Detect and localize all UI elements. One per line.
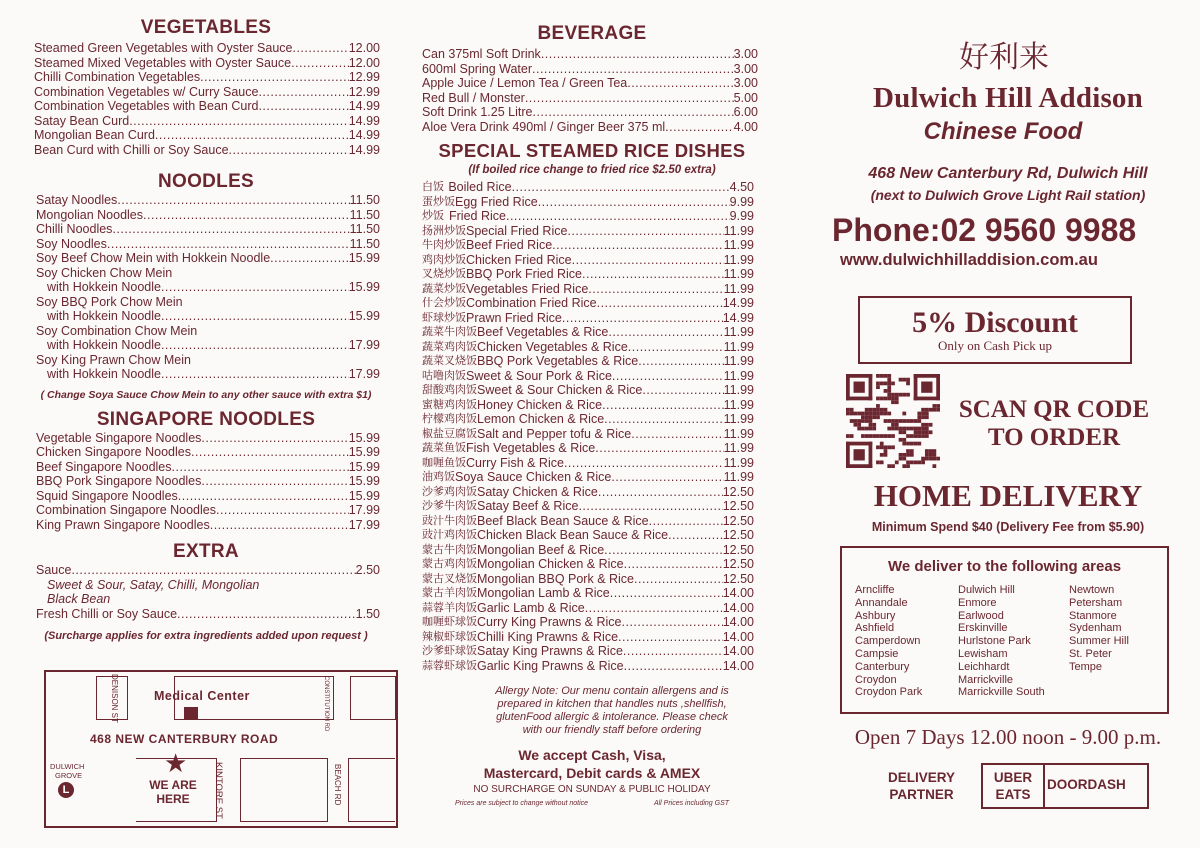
menu-item: Mongolian Noodles ..... 11.50	[36, 208, 380, 223]
discount-box	[858, 296, 1132, 364]
rice-menu-item	[422, 180, 754, 195]
allergy-note: Allergy Note: Our menu contain allergens and is prepared in kitchen that handles nuts ,shellfish, glutenFood allergic & intolerance. Please check with our friendly staff before ordering	[495, 685, 729, 736]
dish-name: Soya Sauce Chicken & Rice	[455, 470, 612, 484]
delivery-area: Newtown	[1069, 584, 1115, 596]
rice-menu-item	[422, 253, 754, 268]
address-note: (next to Dulwich Grove Light Rail station)	[870, 187, 1146, 203]
delivery-area: Marrickville South	[958, 686, 1045, 699]
dish-name: Vegetables Fried Rice	[466, 281, 589, 296]
dish-name: Garlic Lamb & Rice	[477, 600, 585, 615]
phone-number: Phone:02 9560 9988	[832, 212, 1137, 248]
dish-name: Beef Fried Rice	[466, 238, 553, 252]
rice-menu-item	[422, 586, 754, 601]
dish-price: 11.99	[723, 426, 754, 441]
beverage-heading: BEVERAGE	[537, 23, 647, 44]
menu-item: King Prawn Singapore Noodles ..... 17.99	[36, 518, 380, 533]
noodles-heading: NOODLES	[157, 171, 255, 192]
dish-price: 14.00	[722, 600, 754, 615]
dish-price: 14.00	[722, 629, 754, 644]
beverage-list	[422, 47, 758, 134]
doordash-button[interactable]: DOORDASH	[1047, 777, 1126, 792]
column-right	[822, 0, 1194, 270]
rice-menu-item	[422, 557, 754, 572]
dish-price: 11.99	[723, 455, 754, 470]
rice-menu-item	[422, 282, 754, 297]
menu-item: Chilli Combination Vegetables ..... 12.99	[34, 70, 380, 85]
delivery-area: St. Peter	[1069, 647, 1112, 660]
constitution-rd-label: CONSTITUTION RD	[323, 676, 329, 732]
dish-name: BBQ Pork Vegetables & Rice	[477, 354, 639, 368]
kintore-st-label: KINTORE ST	[213, 762, 224, 819]
rice-menu-item	[422, 398, 754, 413]
rice-menu-item	[422, 499, 754, 514]
dish-price: 9.99	[729, 194, 754, 209]
menu-item: 600ml Spring Water ..... 3.00	[422, 62, 758, 77]
dish-name: Egg Fried Rice	[455, 194, 538, 209]
menu-item-line1: Soy BBQ Pork Chow Mein	[36, 294, 183, 309]
dish-price: 11.99	[723, 238, 754, 252]
chinese-dish-name: 蔬菜牛肉饭	[422, 325, 477, 338]
dish-name: Mongolian Lamb & Rice	[477, 586, 610, 600]
rice-menu-item	[422, 412, 754, 427]
extra-note: (Surcharge applies for extra ingredients added upon request )	[44, 630, 368, 642]
delivery-area: Camperdown	[855, 635, 921, 648]
dish-price: 11.99	[723, 281, 754, 296]
dish-price: 11.99	[723, 252, 754, 267]
chinese-dish-name: 辣椒虾球饭	[422, 629, 477, 643]
areas-column-1	[855, 584, 922, 699]
chinese-dish-name: 蒙古叉烧饭	[422, 571, 477, 585]
rice-menu-item	[422, 543, 754, 558]
delivery-area: Hurlstone Park	[958, 635, 1031, 648]
rice-menu-item	[422, 296, 754, 311]
menu-item: Steamed Mixed Vegetables with Oyster Sauce ..... 12.00	[34, 56, 380, 71]
dish-price: 11.99	[723, 470, 754, 484]
rice-menu-item	[422, 238, 754, 253]
dish-name: Boiled Rice	[448, 180, 512, 194]
rice-menu-item	[422, 470, 754, 485]
chinese-dish-name: 蔬菜鸡肉饭	[422, 339, 477, 353]
menu-item: with Hokkein Noodle ..... 17.99	[36, 367, 380, 382]
dish-price: 12.50	[722, 499, 754, 513]
menu-item: Steamed Green Vegetables with Oyster Sauce ..... 12.00	[34, 41, 380, 56]
chinese-dish-name: 油鸡饭	[422, 470, 455, 483]
dish-price: 11.99	[723, 339, 754, 354]
chinese-dish-name: 蔬菜鱼饭	[422, 441, 466, 454]
menu-item: Squid Singapore Noodles ..... 15.99	[36, 489, 380, 504]
dish-price: 9.99	[729, 209, 754, 223]
delivery-area: Dulwich Hill	[958, 584, 1015, 596]
chinese-name: 好利来	[959, 40, 1049, 75]
qr-code-icon	[846, 374, 940, 468]
dish-name: Sweet & Sour Pork & Rice	[466, 368, 612, 383]
sauce-options: Sweet & Sour, Satay, Chilli, Mongolian	[47, 577, 260, 592]
delivery-area: Lewisham	[958, 647, 1008, 660]
dish-price: 12.50	[722, 571, 754, 586]
vegetables-heading: VEGETABLES	[140, 17, 272, 38]
dish-price: 11.99	[723, 368, 754, 383]
chinese-dish-name: 蛋炒饭	[422, 194, 455, 208]
menu-item: with Hokkein Noodle ..... 15.99	[36, 309, 380, 324]
dish-price: 12.50	[722, 513, 754, 528]
location-map	[44, 670, 398, 828]
rice-menu-item	[422, 630, 754, 645]
dish-name: Salt and Pepper tofu & Rice	[477, 426, 632, 441]
delivery-area: Marrickville	[958, 673, 1013, 686]
delivery-area: Sydenham	[1069, 622, 1122, 635]
delivery-area: Ashfield	[855, 622, 895, 635]
road-label: 468 NEW CANTERBURY ROAD	[90, 732, 279, 746]
dish-name: Honey Chicken & Rice	[477, 397, 603, 412]
column-left	[32, 0, 380, 642]
map-block	[348, 758, 395, 822]
menu-item: Mongolian Bean Curd ..... 14.99	[34, 128, 380, 143]
star-icon: ★	[164, 748, 188, 778]
payment-methods: We accept Cash, Visa, Mastercard, Debit cards & AMEX	[483, 747, 701, 781]
delivery-area: Annandale	[855, 596, 908, 609]
menu-item: Sauce ..... 2.50	[36, 563, 380, 578]
medical-center-label: Medical Center	[154, 689, 250, 703]
dish-price: 11.99	[723, 325, 754, 339]
menu-item: Chilli Noodles ..... 11.50	[36, 222, 380, 237]
address: 468 New Canterbury Rd, Dulwich Hill	[868, 165, 1148, 182]
rice-menu-item	[422, 267, 754, 282]
we-are-here-label: WE ARE HERE	[149, 778, 197, 806]
uber-eats-button[interactable]: UBER EATS	[983, 765, 1045, 807]
dish-name: Fish Vegetables & Rice	[466, 441, 596, 455]
dish-name: Garlic King Prawns & Rice	[477, 658, 624, 673]
delivery-area: Petersham	[1069, 596, 1123, 609]
dish-price: 11.99	[723, 267, 754, 281]
rice-menu-item	[422, 383, 754, 398]
rice-subtitle: (If boiled rice change to fried rice $2.50 extra)	[468, 164, 716, 176]
menu-item: BBQ Pork Singapore Noodles ..... 15.99	[36, 474, 380, 489]
sauce-options-cont: Black Bean	[47, 592, 111, 606]
dulwich-grove-label: DULWICH GROVE	[50, 762, 85, 780]
rice-menu-item	[422, 311, 754, 326]
menu-item: Fresh Chilli or Soy Sauce ..... 1.50	[36, 607, 380, 622]
dish-name: Satay King Prawns & Rice	[477, 644, 623, 658]
rice-menu-item	[422, 615, 754, 630]
dish-price: 12.50	[722, 542, 754, 557]
dish-name: Satay Beef & Rice	[477, 499, 579, 513]
rice-menu-item	[422, 601, 754, 616]
menu-item: Soft Drink 1.25 Litre ..... 6.00	[422, 105, 758, 120]
delivery-areas-box	[840, 546, 1169, 714]
dish-price: 11.99	[723, 383, 754, 397]
rice-menu-item	[422, 209, 754, 224]
menu-item-line1: Soy Chicken Chow Mein	[36, 265, 173, 280]
chinese-dish-name: 沙爹鸡肉饭	[422, 484, 477, 498]
dish-name: Chilli King Prawns & Rice	[477, 629, 619, 644]
chinese-dish-name: 咖喱虾球饭	[422, 615, 477, 628]
chinese-dish-name: 虾球炒饭	[422, 310, 466, 324]
delivery-area: Arncliffe	[855, 584, 895, 596]
menu-item: Chicken Singapore Noodles ..... 15.99	[36, 445, 380, 460]
chinese-dish-name: 蔬菜炒饭	[422, 281, 466, 295]
areas-column-2	[958, 584, 1045, 699]
menu-item: Soy Noodles ..... 11.50	[36, 237, 380, 252]
menu-item: Combination Singapore Noodles ..... 17.99	[36, 503, 380, 518]
chinese-dish-name: 柠檬鸡肉饭	[422, 412, 477, 425]
singapore-list	[36, 431, 380, 533]
dish-name: Chicken Fried Rice	[466, 252, 572, 267]
chinese-dish-name: 叉烧炒饭	[422, 267, 466, 280]
dish-price: 11.99	[723, 397, 754, 412]
singapore-heading: SINGAPORE NOODLES	[96, 408, 316, 430]
menu-item: Combination Vegetables with Bean Curd ..... 14.99	[34, 99, 380, 114]
dish-name: Curry Fish & Rice	[466, 455, 564, 470]
dish-price: 14.99	[722, 296, 754, 310]
delivery-area: Canterbury	[855, 660, 910, 673]
rice-menu-item	[422, 514, 754, 529]
chinese-dish-name: 白饭	[422, 180, 444, 193]
chinese-dish-name: 蒜蓉羊肉饭	[422, 600, 477, 614]
menu-item: Apple Juice / Lemon Tea / Green Tea ..... 3.00	[422, 76, 758, 91]
rice-menu-item	[422, 572, 754, 587]
dish-name: Mongolian Chicken & Rice	[477, 557, 624, 571]
rice-menu-item	[422, 485, 754, 500]
delivery-area: Stanmore	[1069, 609, 1117, 622]
delivery-area: Summer Hill	[1069, 635, 1129, 648]
menu-item-line1: Soy King Prawn Chow Mein	[36, 352, 191, 367]
chinese-dish-name: 蒙古羊肉饭	[422, 586, 477, 599]
chinese-dish-name: 牛肉炒饭	[422, 238, 466, 251]
delivery-area: Erskinville	[958, 622, 1008, 635]
rice-menu-item	[422, 340, 754, 355]
delivery-area: Ashbury	[855, 609, 896, 622]
column-middle	[422, 0, 762, 807]
chinese-dish-name: 蔬菜叉烧饭	[422, 354, 477, 367]
rice-menu-item	[422, 354, 754, 369]
menu-item: Satay Noodles ..... 11.50	[36, 193, 380, 208]
vegetables-list	[34, 41, 380, 157]
noodles-note: ( Change Soya Sauce Chow Mein to any other sauce with extra $1)	[40, 388, 372, 401]
rice-menu-item	[422, 224, 754, 239]
delivery-area: Croydon	[855, 673, 897, 686]
chinese-dish-name: 咕噜肉饭	[422, 368, 466, 382]
opening-hours: Open 7 Days 12.00 noon - 9.00 p.m.	[854, 725, 1162, 749]
rice-menu-item	[422, 441, 754, 456]
scan-to-order: SCAN QR CODE TO ORDER	[958, 396, 1150, 451]
delivery-area: Leichhardt	[958, 660, 1010, 673]
dish-name: Combination Fried Rice	[466, 296, 597, 310]
delivery-partners-box	[981, 763, 1149, 809]
fine-print: Prices are subject to change without notice All Prices including GST	[454, 800, 730, 807]
chinese-dish-name: 椒盐豆腐饭	[422, 426, 477, 440]
dish-name: Mongolian BBQ Pork & Rice	[477, 571, 635, 586]
dish-price: 14.99	[722, 310, 754, 325]
menu-item-line1: Soy Combination Chow Mein	[36, 323, 198, 338]
noodles-list	[36, 193, 380, 382]
website: www.dulwichhilladdision.com.au	[840, 251, 1098, 269]
delivery-area: Enmore	[958, 596, 997, 609]
menu-item: Beef Singapore Noodles ..... 15.99	[36, 460, 380, 475]
chinese-dish-name: 甜酸鸡肉饭	[422, 383, 477, 396]
chinese-dish-name: 沙爹虾球饭	[422, 644, 477, 657]
medical-center-marker	[184, 707, 198, 719]
dish-name: Chicken Vegetables & Rice	[477, 339, 628, 354]
chinese-dish-name: 蒙古牛肉饭	[422, 542, 477, 556]
areas-column-3	[1069, 584, 1129, 674]
rice-menu-item	[422, 659, 754, 674]
dish-price: 11.99	[723, 412, 754, 426]
chinese-dish-name: 咖喱鱼饭	[422, 455, 466, 469]
menu-item: Combination Vegetables w/ Curry Sauce ..... 12.99	[34, 85, 380, 100]
dish-name: Mongolian Beef & Rice	[477, 542, 605, 557]
extra-list	[36, 563, 380, 621]
discount-title: 5% Discount	[912, 306, 1078, 339]
dish-name: Fried Rice	[449, 209, 506, 223]
map-block	[240, 758, 328, 822]
dish-name: Prawn Fried Rice	[466, 310, 562, 325]
dish-price: 14.00	[722, 644, 754, 658]
chinese-dish-name: 蒙古鸡肉饭	[422, 557, 477, 570]
dish-price: 12.50	[722, 484, 754, 499]
restaurant-subtitle: Chinese Food	[923, 118, 1083, 145]
map-block	[350, 676, 396, 720]
restaurant-name: Dulwich Hill Addison	[873, 82, 1143, 114]
rice-menu-item	[422, 456, 754, 471]
dish-name: Chicken Black Bean Sauce & Rice	[477, 528, 669, 542]
dish-name: Beef Vegetables & Rice	[477, 325, 609, 339]
dish-name: Beef Black Bean Sauce & Rice	[477, 513, 649, 528]
chinese-dish-name: 蜜糖鸡肉饭	[422, 397, 477, 411]
rice-menu-item	[422, 644, 754, 659]
dish-price: 14.00	[722, 658, 754, 673]
dish-name: Satay Chicken & Rice	[477, 484, 598, 499]
menu-item: Bean Curd with Chilli or Soy Sauce ..... 14.99	[34, 143, 380, 158]
dish-price: 11.99	[723, 441, 754, 455]
delivery-area: Earlwood	[958, 609, 1004, 622]
chinese-dish-name: 什会炒饭	[422, 296, 466, 309]
dish-price: 11.99	[723, 354, 754, 368]
home-delivery-heading: HOME DELIVERY	[873, 478, 1143, 513]
dish-price: 14.00	[722, 586, 754, 600]
chinese-dish-name: 沙爹牛肉饭	[422, 499, 477, 512]
chinese-dish-name: 扬洲炒饭	[422, 223, 466, 237]
dish-price: 11.99	[723, 223, 754, 238]
rice-menu-item	[422, 369, 754, 384]
menu-item: with Hokkein Noodle ..... 15.99	[36, 280, 380, 295]
dish-name: Curry King Prawns & Rice	[477, 615, 622, 629]
delivery-partner-label: DELIVERY PARTNER	[888, 770, 956, 802]
rice-list	[422, 180, 754, 673]
delivery-area: Tempe	[1069, 660, 1103, 673]
chinese-dish-name: 鸡肉炒饭	[422, 252, 466, 266]
chinese-dish-name: 炒饭	[422, 209, 444, 222]
surcharge-note: NO SURCHARGE ON SUNDAY & PUBLIC HOLIDAY	[473, 784, 711, 795]
dish-name: Sweet & Sour Chicken & Rice	[477, 383, 643, 397]
menu-item: Red Bull / Monster ..... 5.00	[422, 91, 758, 106]
qr-code[interactable]	[846, 374, 940, 468]
beach-rd-label: BEACH RD	[333, 764, 342, 806]
dish-name: BBQ Pork Fried Rice	[466, 267, 583, 281]
discount-note: Only on Cash Pick up	[937, 338, 1053, 353]
light-rail-icon: L	[58, 782, 74, 798]
dish-price: 12.50	[722, 528, 754, 542]
dish-price: 4.50	[729, 180, 754, 194]
chinese-dish-name: 豉汁牛肉饭	[422, 513, 477, 527]
menu-item: Soy Beef Chow Mein with Hokkein Noodle ..... 15.99	[36, 251, 380, 266]
menu-item: Satay Bean Curd ..... 14.99	[34, 114, 380, 129]
chinese-dish-name: 蒜蓉虾球饭	[422, 658, 477, 672]
menu-item: with Hokkein Noodle ..... 17.99	[36, 338, 380, 353]
menu-item: Vegetable Singapore Noodles ..... 15.99	[36, 431, 380, 446]
rice-menu-item	[422, 195, 754, 210]
rice-menu-item	[422, 427, 754, 442]
dish-price: 12.50	[722, 557, 754, 571]
menu-item: Aloe Vera Drink 490ml / Ginger Beer 375 ml ..... 4.00	[422, 120, 758, 135]
chinese-dish-name: 豉汁鸡肉饭	[422, 528, 477, 541]
minimum-spend: Minimum Spend $40 (Delivery Fee from $5.90)	[871, 520, 1145, 534]
extra-heading: EXTRA	[173, 541, 239, 562]
dish-price: 14.00	[722, 615, 754, 629]
menu-item: Can 375ml Soft Drink ..... 3.00	[422, 47, 758, 62]
rice-menu-item	[422, 528, 754, 543]
rice-heading: SPECIAL STEAMED RICE DISHES	[438, 140, 746, 161]
delivery-area: Campsie	[855, 647, 899, 660]
dish-name: Special Fried Rice	[466, 223, 568, 238]
denison-st-label: DENISON ST	[110, 674, 119, 723]
rice-menu-item	[422, 325, 754, 340]
dish-name: Lemon Chicken & Rice	[477, 412, 605, 426]
delivery-area: Croydon Park	[855, 686, 923, 699]
delivery-areas-title: We deliver to the following areas	[887, 558, 1122, 575]
